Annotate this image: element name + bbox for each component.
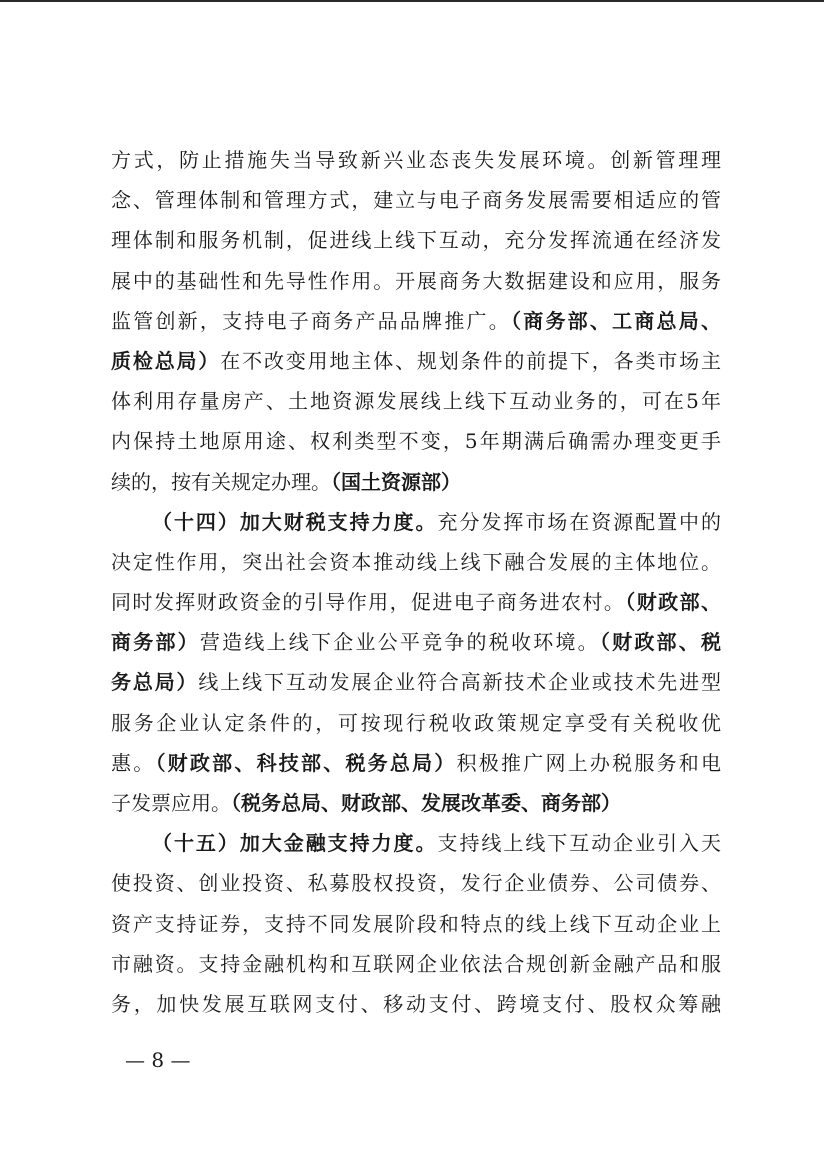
text-run: 监管创新，支持电子商务产品品牌推广。 [111, 308, 511, 333]
text-line [111, 582, 721, 622]
text-run: 支持线上线下互动企业引入天 [437, 831, 721, 856]
text-line [111, 381, 721, 421]
text-run: 理体制和服务机制，促进线上线下互动，充分发挥流通在经济发 [111, 228, 721, 253]
text-line [111, 984, 721, 1024]
text-line [111, 904, 721, 944]
bold-text-run: 商务部） [111, 630, 200, 655]
text-line [111, 140, 721, 180]
bold-text-run: （财政部、科技部、税务总局） [155, 750, 457, 775]
text-line [111, 180, 721, 220]
bold-text-run: （税务总局、财政部、发展改革委、商务部） [231, 791, 621, 815]
bold-text-run: （十四）加大财税支持力度。 [152, 509, 438, 534]
text-line [111, 421, 721, 461]
text-line [111, 703, 721, 743]
bold-text-run: （十五）加大金融支持力度。 [152, 831, 438, 856]
bold-text-run: 质检总局） [111, 348, 221, 373]
bold-text-run: （财政部、税 [599, 630, 721, 655]
text-line [111, 462, 721, 502]
text-line [111, 743, 721, 783]
text-run: 积极推广网上办税服务和电 [456, 750, 721, 775]
text-line [111, 622, 721, 662]
text-run: 在不改变用地主体、规划条件的前提下，各类市场主 [220, 348, 721, 373]
text-run: 念、管理体制和管理方式，建立与电子商务发展需要相适应的管 [111, 188, 721, 213]
text-run: 使投资、创业投资、私募股权投资，发行企业债券、公司债券、 [111, 871, 721, 896]
text-run: 同时发挥财政资金的引导作用，促进电子商务进农村。 [111, 590, 626, 615]
text-run: 惠。 [111, 750, 156, 775]
text-run: 决定性作用，突出社会资本推动线上线下融合发展的主体地位。 [111, 549, 721, 574]
text-line [111, 220, 721, 260]
text-run: 市融资。支持金融机构和互联网企业依法合规创新金融产品和服 [111, 951, 721, 976]
text-line [111, 341, 721, 381]
text-run: 体利用存量房产、土地资源发展线上线下互动业务的，可在5年 [111, 389, 721, 414]
text-line [111, 502, 721, 542]
text-line [111, 863, 721, 903]
bold-text-run: （商务部、工商总局、 [511, 308, 721, 333]
text-run: 充分发挥市场在资源配置中的 [437, 509, 721, 534]
text-run: 线上线下互动发展企业符合高新技术企业或技术先进型 [198, 670, 721, 695]
text-run: 方式，防止措施失当导致新兴业态丧失发展环境。创新管理理 [111, 148, 721, 172]
bold-text-run: （国土资源部） [331, 469, 461, 494]
text-line [111, 261, 721, 301]
text-line [111, 783, 721, 823]
bold-text-run: （财政部、 [625, 590, 721, 615]
page-top-edge [0, 0, 824, 2]
text-line [111, 944, 721, 984]
text-run: 资产支持证券，支持不同发展阶段和特点的线上线下互动企业上 [111, 911, 721, 936]
text-run: 服务企业认定条件的，可按现行税收政策规定享受有关税收优 [111, 710, 721, 735]
text-run: 子发票应用。 [111, 791, 231, 815]
text-run: 续的，按有关规定办理。 [111, 469, 331, 494]
text-run: 内保持土地原用途、权利类型不变，5年期满后确需办理变更手 [111, 429, 721, 454]
text-line [111, 542, 721, 582]
text-line [111, 662, 721, 702]
document-body [111, 140, 721, 1024]
text-line [111, 301, 721, 341]
bold-text-run: 务总局） [111, 670, 199, 695]
page-number: — 8 — [125, 1048, 191, 1072]
text-run: 务，加快发展互联网支付、移动支付、跨境支付、股权众筹融 [111, 991, 721, 1016]
text-run: 展中的基础性和先导性作用。开展商务大数据建设和应用，服务 [111, 268, 721, 293]
text-line [111, 823, 721, 863]
text-run: 营造线上线下企业公平竞争的税收环境。 [199, 630, 600, 655]
